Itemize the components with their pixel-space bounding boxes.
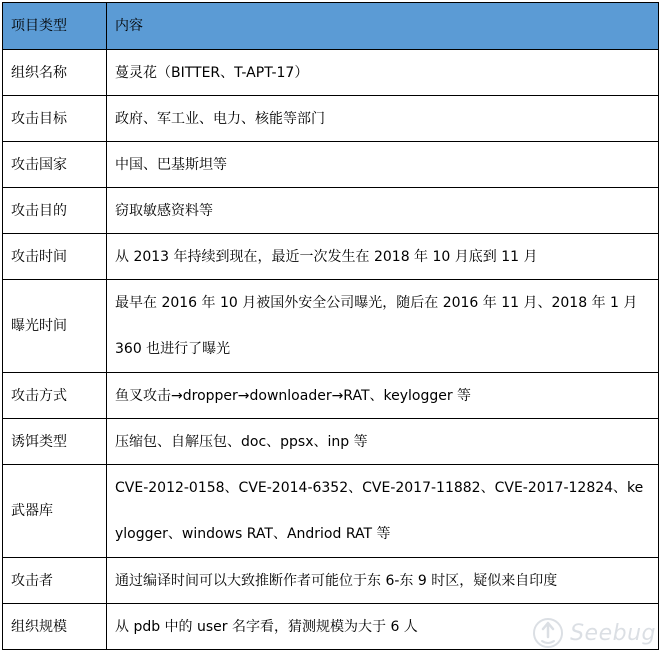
row-label: 攻击目标 bbox=[3, 96, 107, 142]
row-label: 攻击时间 bbox=[3, 234, 107, 280]
table-row bbox=[3, 188, 659, 234]
row-value: 鱼叉攻击→dropper→downloader→RAT、keylogger 等 bbox=[107, 373, 659, 419]
table-row bbox=[3, 465, 659, 558]
header-content: 内容 bbox=[107, 3, 659, 50]
row-value: CVE-2012-0158、CVE-2014-6352、CVE-2017-11882、CVE-2017-12824、keylogger、windows RAT、Andriod RAT 等 bbox=[107, 465, 659, 558]
row-value: 最早在 2016 年 10 月被国外安全公司曝光，随后在 2016 年 11 月、2018 年 1 月 360 也进行了曝光 bbox=[107, 280, 659, 373]
row-label: 攻击者 bbox=[3, 558, 107, 604]
row-value: 蔓灵花（BITTER、T-APT-17） bbox=[107, 50, 659, 96]
row-label: 攻击方式 bbox=[3, 373, 107, 419]
row-value: 从 2013 年持续到现在，最近一次发生在 2018 年 10 月底到 11 月 bbox=[107, 234, 659, 280]
table-row bbox=[3, 558, 659, 604]
table-row bbox=[3, 419, 659, 465]
seebug-logo-icon bbox=[532, 617, 564, 649]
row-value: 从 pdb 中的 user 名字看，猜测规模为大于 6 人 bbox=[107, 604, 659, 650]
row-value: 中国、巴基斯坦等 bbox=[107, 142, 659, 188]
table-row bbox=[3, 373, 659, 419]
table-row bbox=[3, 50, 659, 96]
table-row bbox=[3, 234, 659, 280]
row-label: 组织名称 bbox=[3, 50, 107, 96]
row-label: 曝光时间 bbox=[3, 280, 107, 373]
row-label: 武器库 bbox=[3, 465, 107, 558]
table-header-row bbox=[3, 3, 659, 50]
row-label: 攻击国家 bbox=[3, 142, 107, 188]
table-row bbox=[3, 142, 659, 188]
watermark-text: Seebug bbox=[570, 620, 656, 646]
row-value: 窃取敏感资料等 bbox=[107, 188, 659, 234]
row-label: 组织规模 bbox=[3, 604, 107, 650]
table-row bbox=[3, 280, 659, 373]
row-value: 政府、军工业、电力、核能等部门 bbox=[107, 96, 659, 142]
table-row bbox=[3, 96, 659, 142]
header-item-type: 项目类型 bbox=[3, 3, 107, 50]
info-table bbox=[2, 2, 659, 650]
row-value: 压缩包、自解压包、doc、ppsx、inp 等 bbox=[107, 419, 659, 465]
row-label: 诱饵类型 bbox=[3, 419, 107, 465]
row-label: 攻击目的 bbox=[3, 188, 107, 234]
row-value: 通过编译时间可以大致推断作者可能位于东 6-东 9 时区，疑似来自印度 bbox=[107, 558, 659, 604]
seebug-watermark bbox=[532, 617, 656, 649]
